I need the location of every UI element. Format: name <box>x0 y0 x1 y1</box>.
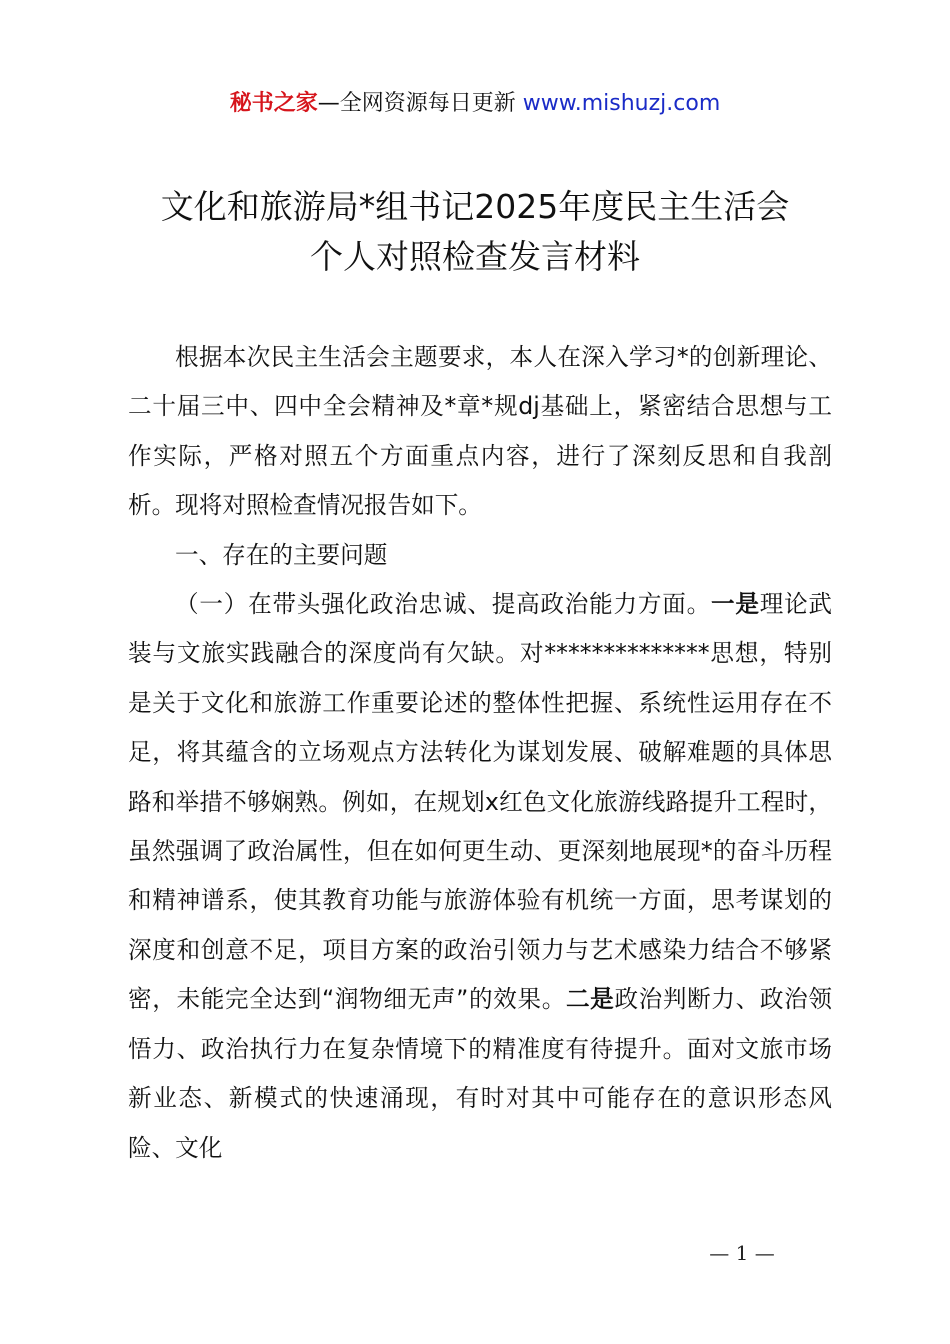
site-brand: 秘书之家 <box>229 91 318 116</box>
document-body <box>128 333 832 1173</box>
subsection-heading: （一）在带头强化政治忠诚、提高政治能力方面。 <box>175 590 711 619</box>
page-number: — 1 — <box>709 1241 775 1265</box>
site-url-link[interactable]: www.mishuzj.com <box>522 91 721 116</box>
point-1-text: 理论武装与文旅实践融合的深度尚有欠缺。对**************思想，特别是关于文化和旅游工作重要论述的整体性把握、系统性运用存在不足，将其蕴含的立场观点方法转化为谋划发展、破解难题的具体思路和举措不够娴熟。例如，在规划x红色文化旅游线路提升工程时，虽然强调了政治属性，但在如何更生动、更深刻地展现*的奋斗历程和精神谱系，使其教育功能与旅游体验有机统一方面，思考谋划的深度和创意不足，项目方案的政治引领力与艺术感染力结合不够紧密，未能完全达到“润物细无声”的效果。 <box>128 590 833 1014</box>
point-1-label: 一是 <box>710 590 760 619</box>
subsection-paragraph <box>128 580 832 1173</box>
section-heading: 一、存在的主要问题 <box>175 540 388 569</box>
point-2-text: 政治判断力、政治领悟力、政治执行力在复杂情境下的精准度有待提升。面对文旅市场新业态、新模式的快速涌现，有时对其中可能存在的意识形态风险、文化 <box>128 985 833 1162</box>
site-slogan: —全网资源每日更新 <box>317 91 516 116</box>
intro-paragraph: 根据本次民主生活会主题要求，本人在深入学习*的创新理论、二十届三中、四中全会精神及*章*规dj基础上，紧密结合思想与工作实际，严格对照五个方面重点内容，进行了深刻反思和自我剖析。现将对照检查情况报告如下。 <box>128 343 832 520</box>
document-title <box>0 182 950 282</box>
document-title-line-2: 个人对照检查发言材料 <box>310 237 640 276</box>
point-2-label: 二是 <box>565 985 615 1014</box>
site-header <box>0 86 950 122</box>
document-title-line-1: 文化和旅游局*组书记2025年度民主生活会 <box>160 187 790 226</box>
